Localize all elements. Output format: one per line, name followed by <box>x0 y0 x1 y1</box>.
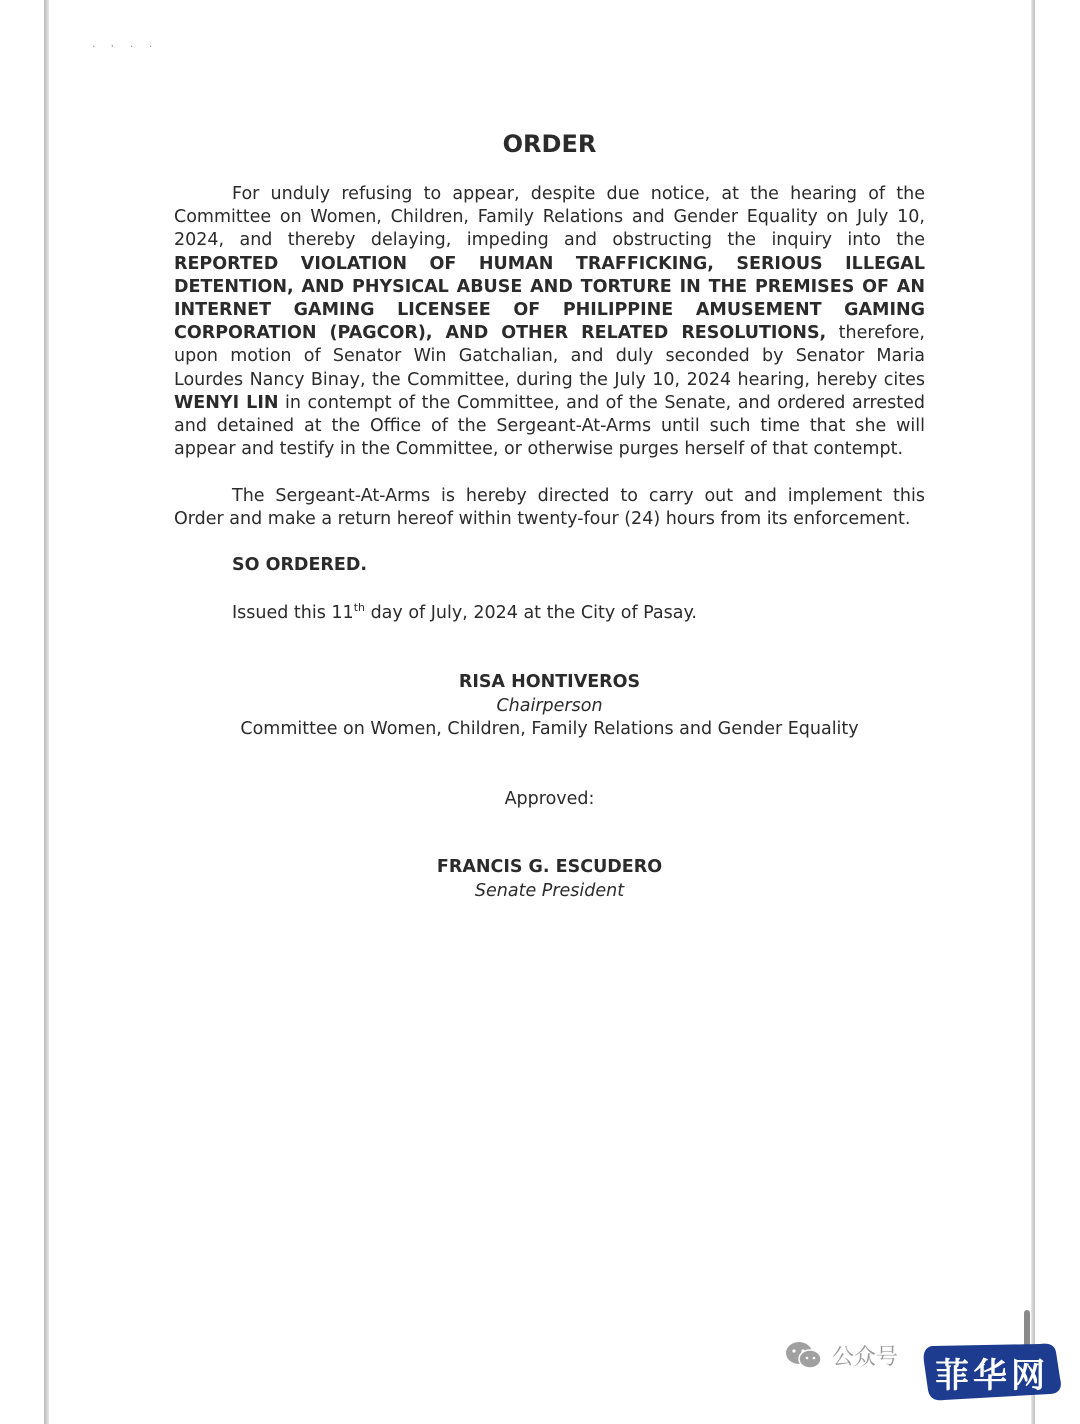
inquiry-subject-bold: REPORTED VIOLATION OF HUMAN TRAFFICKING, SERIOUS ILLEGAL DETENTION, AND PHYSICAL ABUSE AND TORTURE IN THE PREMISES OF AN INTERNET GAMING LICENSEE OF PHILIPPINE AMUSEMENT GAMING CORPORATION (PAGCOR), AND OTHER RELATED RESOLUTIONS, <box>174 253 925 344</box>
so-ordered: SO ORDERED. <box>232 555 368 575</box>
logo-text: 菲华网 <box>935 1355 1049 1396</box>
issued-line <box>232 601 697 623</box>
issued-ordinal: th <box>353 601 365 614</box>
watermark <box>784 1335 898 1375</box>
approved-label: Approved: <box>504 789 595 809</box>
page-left-edge <box>44 0 49 1424</box>
order-paragraph-2: The Sergeant-At-Arms is hereby directed to carry out and implement this Order and make a return hereof within twenty-four (24) hours from its enforcement. <box>174 486 925 530</box>
signatory-1-committee: Committee on Women, Children, Family Relations and Gender Equality <box>240 719 859 739</box>
signatory-1-name: RISA HONTIVEROS <box>458 672 641 692</box>
document-title: ORDER <box>502 130 597 158</box>
issued-suffix: day of July, 2024 at the City of Pasay. <box>365 602 697 623</box>
signatory-1-title: Chairperson <box>496 696 603 716</box>
paragraph-text: therefore, upon motion of Senator Win Gatchalian, and duly seconded by Senator Maria Lourdes Nancy Binay, the Committee, during the July 10, 2024 hearing, hereby cites <box>174 323 925 390</box>
signatory-2-name: FRANCIS G. ESCUDERO <box>436 857 663 877</box>
issued-prefix: Issued this 11 <box>232 602 354 623</box>
scan-specks: · ˒ · · <box>92 40 159 53</box>
paragraph-text: in contempt of the Committee, and of the Senate, and ordered arrested and detained at the Office of the Sergeant-At-Arms until such time that she will appear and testify in the Committee, or otherwise purges herself of that contempt. <box>174 392 925 460</box>
signatory-2-title: Senate President <box>474 881 625 901</box>
page-right-edge <box>1031 0 1035 1424</box>
wechat-icon <box>784 1340 824 1370</box>
watermark-text: 公众号 <box>832 1344 899 1370</box>
paragraph-text: For unduly refusing to appear, despite due notice, at the hearing of the Committee on Women, Children, Family Relations and Gender Equality on July 10, 2024, and thereby delaying, impeding and obstructing the inquiry into the <box>174 184 925 251</box>
order-paragraph-1 <box>174 183 925 461</box>
cited-person-name: WENYI LIN <box>174 392 279 413</box>
